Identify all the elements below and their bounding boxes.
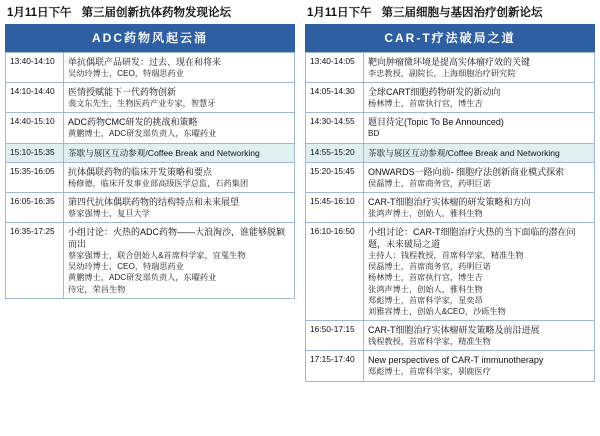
row-content <box>364 192 595 222</box>
agenda-table-right <box>305 52 595 382</box>
row-topic: 小组讨论：火热的ADC药物——大浪淘沙，谁能够脱颖而出 <box>68 227 286 250</box>
row-content <box>364 53 595 83</box>
row-topic: CAR-T细胞治疗实体瘤研发策略及前沿进展 <box>368 325 540 336</box>
row-speaker: 蔡家强博士，复旦大学 <box>68 208 150 218</box>
row-content <box>64 83 295 113</box>
row-speaker: 侯磊博士，首席商务官，药明巨诺 <box>368 262 491 272</box>
table-row <box>306 192 595 222</box>
row-content <box>64 113 295 143</box>
row-speaker: 裴文东先生，生物医药产业专家，智慧牙 <box>68 99 216 109</box>
row-content <box>364 351 595 381</box>
row-content <box>64 192 295 222</box>
row-topic: 单抗偶联产品研发：过去、现在和将来 <box>68 57 222 67</box>
row-time: 15:20-15:45 <box>306 162 364 192</box>
column-date-left: 1月11日下午 <box>7 7 72 19</box>
row-speaker: 侯磊博士，首席商务官，药明巨诺 <box>368 178 491 188</box>
session-banner-left: ADC药物风起云涌 <box>5 24 295 52</box>
column-title-right <box>307 6 595 20</box>
table-row <box>6 162 295 192</box>
column-title-left <box>7 6 295 20</box>
row-time: 13:40-14:05 <box>306 53 364 83</box>
row-content <box>364 113 595 143</box>
row-time: 14:10-14:40 <box>6 83 64 113</box>
row-topic: 第四代抗体偶联药物的结构特点和未来展望 <box>68 196 240 207</box>
table-row <box>306 321 595 351</box>
row-topic: 医情授赋能下一代药物创新 <box>68 87 177 98</box>
row-speaker: 郑彪博士，首席科学家，驯鹿医疗 <box>368 367 491 377</box>
column-date-right: 1月11日下午 <box>307 7 372 19</box>
row-topic: 全球CART细胞药物研发的新动向 <box>368 87 501 98</box>
table-row <box>306 162 595 192</box>
row-time: 17:15-17:40 <box>306 351 364 381</box>
row-time: 15:10-15:35 <box>6 143 64 162</box>
row-time: 14:05-14:30 <box>306 83 364 113</box>
row-topic: 题目待定(Topic To Be Announced) <box>368 117 504 128</box>
row-topic: New perspectives of CAR-T immunotherapy <box>368 355 544 366</box>
row-time: 16:05-16:35 <box>6 192 64 222</box>
row-speaker: 蔡家强博士，联合创始人&首席科学家，宜戛生物 <box>68 251 246 261</box>
row-topic: ONWARDS一路向前- 细胞疗法创新商业模式探索 <box>368 166 565 177</box>
row-content <box>364 223 595 321</box>
table-row <box>306 113 595 143</box>
row-topic: 茶歇与展区互动参观/Coffee Break and Networking <box>368 147 560 158</box>
row-time: 14:30-14:55 <box>306 113 364 143</box>
row-content <box>64 143 295 162</box>
table-row <box>306 53 595 83</box>
table-row-break <box>6 143 295 162</box>
row-speaker: 钱程教授，首席科学家，精准生物 <box>368 337 491 347</box>
row-speaker: 杨林博士，首席执行官，博生吉 <box>368 273 483 283</box>
row-speaker: 主持人：钱程教授，首席科学家，精准生物 <box>368 251 524 261</box>
row-speaker: 郑彪博士，首席科学家，星奕昂 <box>368 295 483 305</box>
row-time: 16:35-17:25 <box>6 223 64 299</box>
row-topic: CAR-T细胞治疗实体瘤的研发策略和方向 <box>368 196 531 207</box>
row-speaker: 黄鹏博士，ADC研发部负责人，东曜药业 <box>68 129 217 139</box>
row-time: 14:55-15:20 <box>306 143 364 162</box>
table-row <box>6 192 295 222</box>
table-row <box>6 113 295 143</box>
table-row <box>6 223 295 299</box>
agenda-table-left <box>5 52 295 299</box>
row-speaker: 吴幼玲博士，CEO，特瑞思药业 <box>68 69 184 78</box>
row-content <box>364 143 595 162</box>
row-time: 16:50-17:15 <box>306 321 364 351</box>
row-topic: 靶向肿瘤微环境是提高实体瘤疗效的关键 <box>368 57 531 67</box>
row-time: 15:35-16:05 <box>6 162 64 192</box>
row-content <box>364 321 595 351</box>
row-speaker: 刘雅容博士，创始人&CEO，沙砾生物 <box>368 307 506 317</box>
row-speaker: 杨修德，临床开发事业部高级医学总监，石药集团 <box>68 178 249 188</box>
row-speaker: BD <box>368 129 380 139</box>
row-topic: 抗体偶联药物的临床开发策略和要点 <box>68 166 213 177</box>
table-row <box>306 351 595 381</box>
table-row <box>306 223 595 321</box>
row-content <box>64 162 295 192</box>
agenda-column-right <box>305 6 595 431</box>
row-topic: 小组讨论：CAR-T细胞治疗火热的当下面临的潜在问题，未来破局之道 <box>368 227 576 250</box>
row-speaker: 李忠教授，副院长，上海细胞治疗研究院 <box>368 69 516 78</box>
table-row <box>6 53 295 83</box>
row-topic: ADC药物CMC研发的挑战和策略 <box>68 117 198 128</box>
row-speaker: 吴幼玲博士，CEO，特瑞思药业 <box>68 262 184 272</box>
row-time: 14:40-15:10 <box>6 113 64 143</box>
table-row <box>6 83 295 113</box>
row-speaker: 张鸿声博士，创始人，雅科生物 <box>368 208 483 218</box>
session-banner-right: CAR-T疗法破局之道 <box>305 24 595 52</box>
row-speaker: 张鸿声博士，创始人，雅科生物 <box>368 284 483 294</box>
row-time: 13:40-14:10 <box>6 53 64 83</box>
column-forum-title-right: 第三届细胞与基因治疗创新论坛 <box>381 7 543 19</box>
row-speaker: 黄鹏博士，ADC研发部负责人，东曜药业 <box>68 273 217 283</box>
row-content <box>64 53 295 83</box>
row-speaker: 待定，荣昌生物 <box>68 284 126 294</box>
row-speaker: 杨林博士，首席执行官，博生吉 <box>368 99 483 109</box>
table-row-break <box>306 143 595 162</box>
column-forum-title-left: 第三届创新抗体药物发现论坛 <box>81 7 232 19</box>
table-row <box>306 83 595 113</box>
row-time: 15:45-16:10 <box>306 192 364 222</box>
row-topic: 茶歇与展区互动参观/Coffee Break and Networking <box>68 147 260 158</box>
row-content <box>64 223 295 299</box>
agenda-column-left <box>5 6 295 431</box>
row-time: 16:10-16:50 <box>306 223 364 321</box>
row-content <box>364 162 595 192</box>
row-content <box>364 83 595 113</box>
